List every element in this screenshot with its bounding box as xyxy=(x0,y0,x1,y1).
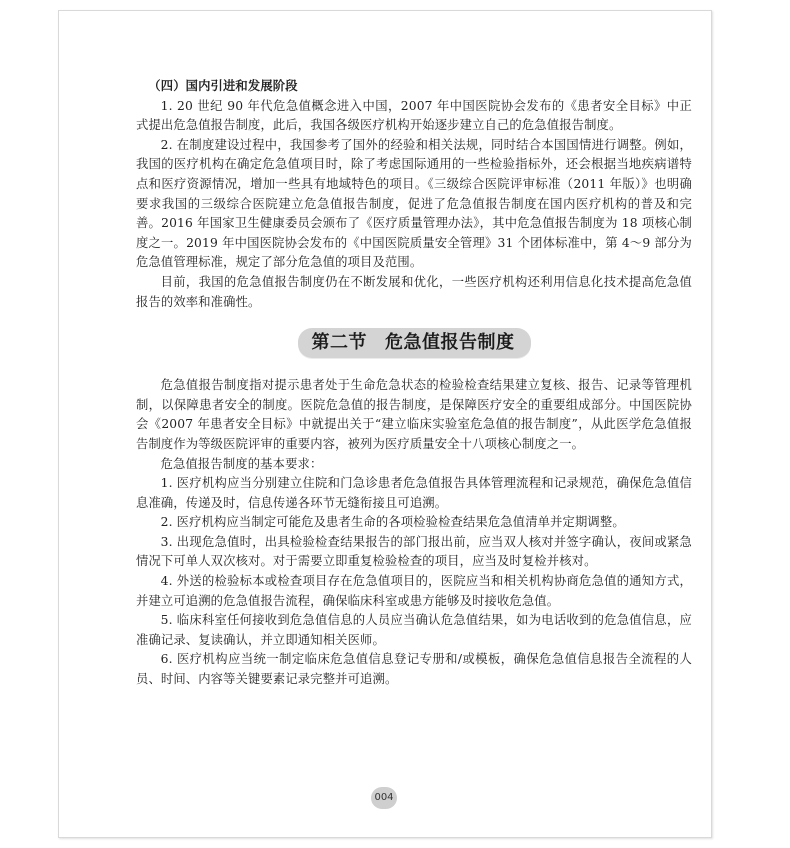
requirements-lead: 危急值报告制度的基本要求： xyxy=(160,456,323,471)
requirement-item: 3. 出现危急值时，出具检验检查结果报告的部门报出前，应当双人核对并签字确认，夜间或紧急情况下可单人双次核对。对于需要立即重复检验检查的项目，应当及时复检并核对。 xyxy=(136,534,692,569)
page-content xyxy=(136,77,692,690)
requirement-item: 4. 外送的检验标本或检查项目存在危急值项目的，医院应当和相关机构协商危急值的通知方式，并建立可追溯的危急值报告流程，确保临床科室或患方能够及时接收危急值。 xyxy=(136,574,692,608)
section-heading-wrap xyxy=(136,328,692,358)
intro-paragraph: 危急值报告制度指对提示患者处于生命危急状态的检验检查结果建立复核、报告、记录等管理机制，以保障患者安全的制度。医院危急值的报告制度，是保障医疗安全的重要组成部分。中国医院协会《2007 年患者安全目标》中就提出关于“建立临床实验室危急值的报告制度”，从此医学危急值报告制度作为等级医院评审的重要内容，被列为医疗质量安全十八项核心制度之一。 xyxy=(136,378,692,451)
section-heading xyxy=(298,328,531,358)
paragraph: 2. 在制度建设过程中，我国参考了国外的经验和相关法规，同时结合本国国情进行调整。例如，我国的医疗机构在确定危急值项目时，除了考虑国际通用的一些检验指标外，还会根据当地疾病谱特点和医疗资源情况，增加一些具有地域特色的项目。《三级综合医院评审标准（2011 年版）》也明确要求我国的三级综合医院建立危急值报告制度，促进了危急值报告制度在国内医疗机构的普及和完善。2016 年国家卫生健康委员会颁布了《医疗质量管理办法》，其中危急值报告制度为 18 项核心制度之一。2019 年中国医院协会发布的《中国医院质量安全管理》31 个团体标准中，第 4～9 部分为危急值管理标准，规定了部分危急值的项目及范围。 xyxy=(136,137,692,270)
requirement-item: 5. 临床科室任何接收到危急值信息的人员应当确认危急值结果，如为电话收到的危急值信息，应准确记录、复读确认，并立即通知相关医师。 xyxy=(136,613,692,647)
requirement-item: 2. 医疗机构应当制定可能危及患者生命的各项检验检查结果危急值清单并定期调整。 xyxy=(160,515,625,530)
document-page xyxy=(58,10,712,838)
requirement-item: 1. 医疗机构应当分别建立住院和门急诊患者危急值报告具体管理流程和记录规范，确保危急值信息准确，传递及时，信息传递各环节无缝衔接且可追溯。 xyxy=(136,476,692,510)
section-title: 危急值报告制度 xyxy=(385,332,515,354)
section-number: 第二节 xyxy=(311,332,367,354)
page-number: 004 xyxy=(371,787,397,809)
paragraph: 1. 20 世纪 90 年代危急值概念进入中国，2007 年中国医院协会发布的《患者安全目标》中正式提出危急值报告制度，此后，我国各级医疗机构开始逐步建立自己的危急值报告制度。 xyxy=(136,98,692,133)
requirement-item: 6. 医疗机构应当统一制定临床危急值信息登记专册和/或模板，确保危急值信息报告全流程的人员、时间、内容等关键要素记录完整并可追溯。 xyxy=(136,652,692,687)
paragraph: 目前，我国的危急值报告制度仍在不断发展和优化，一些医疗机构还利用信息化技术提高危急值报告的效率和准确性。 xyxy=(136,274,692,309)
subsection-heading: （四）国内引进和发展阶段 xyxy=(148,79,298,93)
